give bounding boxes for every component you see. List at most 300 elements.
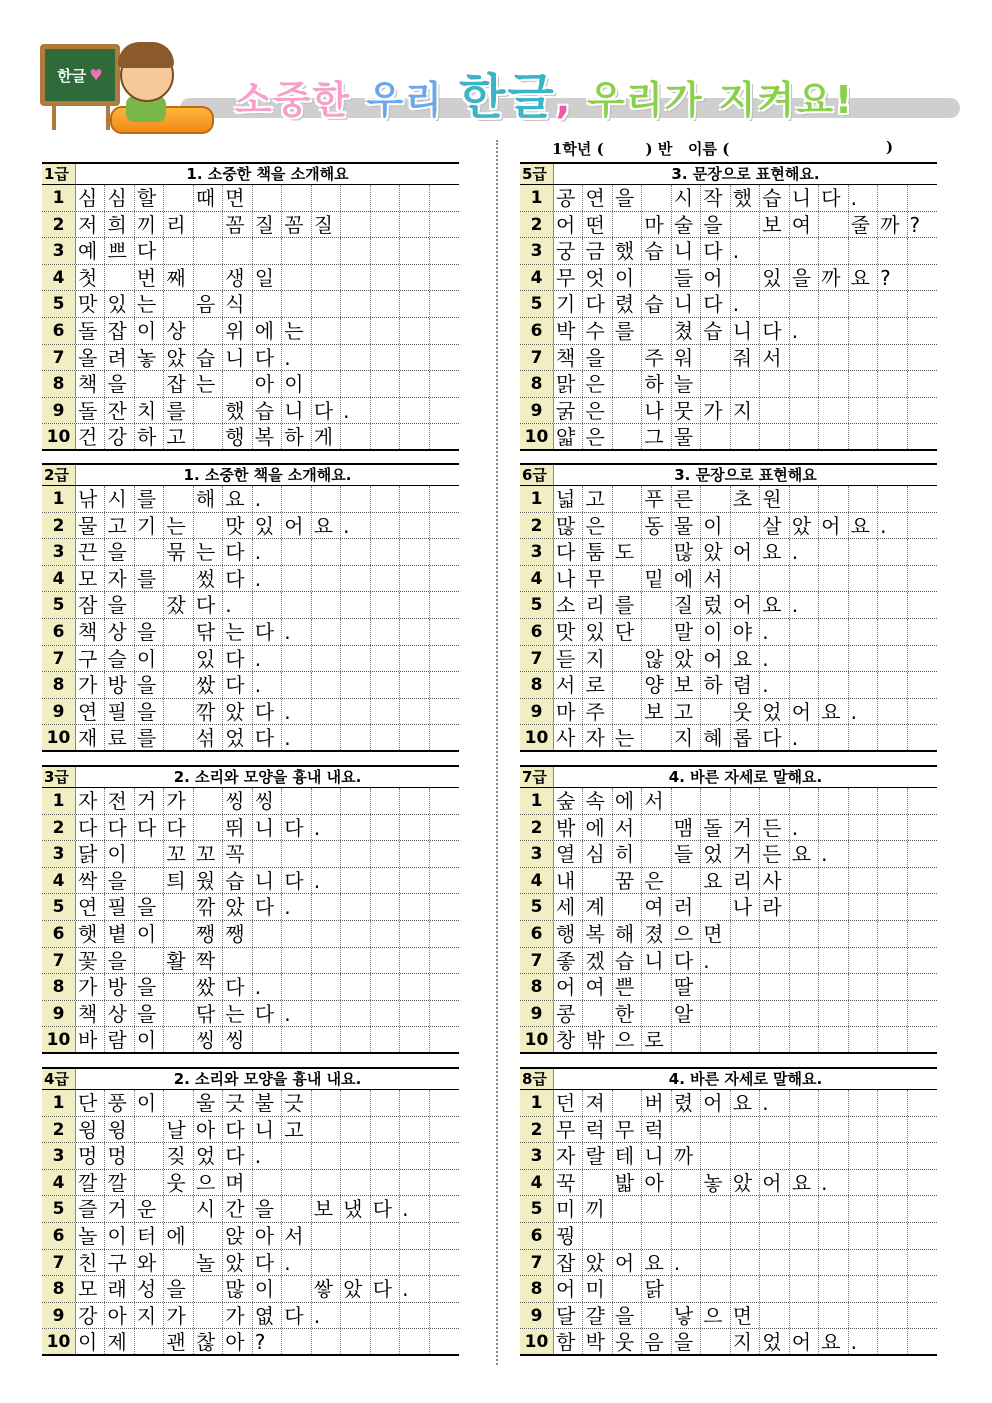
dictation-row bbox=[520, 345, 937, 372]
manuscript-cell: 래 bbox=[105, 1276, 134, 1302]
manuscript-cells bbox=[76, 1303, 459, 1329]
title-part-1: 소중한 bbox=[235, 78, 367, 122]
manuscript-cell bbox=[790, 1117, 819, 1143]
manuscript-cell bbox=[430, 424, 459, 449]
dictation-row bbox=[42, 1276, 459, 1303]
manuscript-cell: 를 bbox=[613, 592, 642, 618]
manuscript-cell bbox=[400, 841, 429, 867]
manuscript-cell: 은 bbox=[583, 371, 612, 397]
manuscript-cell: 다 bbox=[76, 815, 105, 841]
manuscript-cell bbox=[282, 948, 311, 974]
manuscript-cell: 운 bbox=[135, 1196, 164, 1222]
manuscript-cell bbox=[312, 1329, 341, 1354]
manuscript-cell: 멍 bbox=[105, 1143, 134, 1169]
manuscript-cell: 웠 bbox=[194, 868, 223, 894]
manuscript-cell bbox=[672, 1196, 701, 1222]
title-part-2: 우리 bbox=[366, 78, 460, 122]
manuscript-cells bbox=[554, 398, 937, 424]
grade-label: 1학년 ( bbox=[552, 140, 604, 158]
manuscript-cell bbox=[701, 424, 730, 449]
row-number: 2 bbox=[520, 815, 554, 841]
dictation-row bbox=[42, 1196, 459, 1223]
dictation-row bbox=[42, 1250, 459, 1277]
manuscript-cell: . bbox=[790, 725, 819, 750]
manuscript-cell: 속 bbox=[583, 788, 612, 814]
manuscript-cell bbox=[731, 513, 760, 539]
manuscript-cells bbox=[554, 1170, 937, 1196]
manuscript-cell: 연 bbox=[76, 894, 105, 920]
manuscript-cell bbox=[849, 1090, 878, 1116]
manuscript-cell bbox=[908, 291, 937, 317]
manuscript-cell: 뭇 bbox=[672, 398, 701, 424]
manuscript-cells bbox=[76, 1170, 459, 1196]
manuscript-cell: 구 bbox=[105, 1250, 134, 1276]
manuscript-cell bbox=[341, 815, 370, 841]
manuscript-cell bbox=[400, 1143, 429, 1169]
manuscript-cell: 책 bbox=[76, 1001, 105, 1027]
manuscript-cell bbox=[164, 646, 193, 672]
dictation-row bbox=[42, 513, 459, 540]
dictation-row bbox=[42, 539, 459, 566]
row-number: 8 bbox=[42, 371, 76, 397]
manuscript-cell bbox=[400, 345, 429, 371]
manuscript-cell: 책 bbox=[554, 345, 583, 371]
manuscript-cell: 하 bbox=[282, 424, 311, 449]
manuscript-cells bbox=[76, 894, 459, 920]
manuscript-cell: 무 bbox=[554, 265, 583, 291]
manuscript-cell: ? bbox=[909, 212, 921, 237]
manuscript-cell: 울 bbox=[194, 1090, 223, 1116]
manuscript-cell bbox=[849, 238, 878, 264]
manuscript-cell bbox=[371, 841, 400, 867]
manuscript-cell bbox=[790, 646, 819, 672]
page-title bbox=[235, 58, 854, 127]
dictation-row bbox=[520, 646, 937, 673]
manuscript-cell bbox=[790, 291, 819, 317]
manuscript-cell: 첫 bbox=[76, 265, 105, 291]
manuscript-cells bbox=[76, 566, 459, 592]
manuscript-cell bbox=[430, 1117, 459, 1143]
manuscript-cell: 다 bbox=[371, 1196, 400, 1222]
manuscript-cell bbox=[194, 1223, 223, 1249]
manuscript-cell: 예 bbox=[76, 238, 105, 264]
manuscript-cell: 연 bbox=[583, 185, 612, 211]
manuscript-cell bbox=[105, 265, 134, 291]
manuscript-cell bbox=[849, 1276, 878, 1302]
manuscript-cell bbox=[371, 513, 400, 539]
manuscript-cell: 을 bbox=[253, 1196, 282, 1222]
manuscript-cells bbox=[76, 398, 459, 424]
manuscript-cell: 윙 bbox=[76, 1117, 105, 1143]
manuscript-cells bbox=[554, 868, 937, 894]
manuscript-cell bbox=[790, 1090, 819, 1116]
row-number: 6 bbox=[42, 318, 76, 344]
manuscript-cell bbox=[282, 974, 311, 1000]
manuscript-cell: 가 bbox=[76, 672, 105, 698]
manuscript-cells bbox=[76, 646, 459, 672]
manuscript-cell bbox=[282, 646, 311, 672]
manuscript-cell bbox=[164, 894, 193, 920]
dictation-row bbox=[42, 212, 459, 239]
manuscript-cell bbox=[430, 699, 459, 725]
manuscript-cell bbox=[341, 1303, 370, 1329]
manuscript-cell bbox=[341, 1001, 370, 1027]
manuscript-cells bbox=[554, 1329, 937, 1354]
manuscript-cell: 습 bbox=[701, 318, 730, 344]
manuscript-cell bbox=[878, 948, 907, 974]
manuscript-cell bbox=[341, 1090, 370, 1116]
manuscript-cell bbox=[430, 185, 459, 211]
manuscript-cell: 을 bbox=[135, 699, 164, 725]
row-number: 9 bbox=[520, 1303, 554, 1329]
manuscript-cell: 다 bbox=[223, 672, 252, 698]
row-number: 4 bbox=[42, 1170, 76, 1196]
manuscript-cell bbox=[701, 371, 730, 397]
manuscript-cell bbox=[312, 371, 341, 397]
manuscript-cell: 했 bbox=[613, 238, 642, 264]
manuscript-cell bbox=[400, 974, 429, 1000]
dictation-row bbox=[42, 318, 459, 345]
title-part-3: 한글 bbox=[459, 69, 556, 125]
manuscript-cell bbox=[371, 619, 400, 645]
manuscript-cell bbox=[312, 238, 341, 264]
manuscript-cell bbox=[400, 672, 429, 698]
manuscript-cell bbox=[790, 1303, 819, 1329]
manuscript-cell bbox=[760, 424, 789, 449]
manuscript-cell bbox=[400, 238, 429, 264]
manuscript-cell: 으 bbox=[613, 1027, 642, 1052]
dictation-row bbox=[520, 291, 937, 318]
name-field[interactable]: ) bbox=[729, 138, 894, 156]
manuscript-cell bbox=[282, 1329, 311, 1354]
manuscript-cell bbox=[135, 539, 164, 565]
block-header bbox=[42, 162, 459, 185]
column-divider bbox=[496, 140, 498, 1365]
manuscript-cell: 때 bbox=[194, 185, 223, 211]
manuscript-cell bbox=[312, 539, 341, 565]
manuscript-cell: 굵 bbox=[554, 398, 583, 424]
row-number: 7 bbox=[42, 646, 76, 672]
manuscript-cells bbox=[554, 672, 937, 698]
manuscript-cell: 으 bbox=[672, 921, 701, 947]
row-number: 3 bbox=[42, 841, 76, 867]
manuscript-cell: . bbox=[760, 672, 789, 698]
manuscript-cell bbox=[400, 948, 429, 974]
manuscript-cell bbox=[819, 921, 848, 947]
manuscript-cell: 콩 bbox=[554, 1001, 583, 1027]
manuscript-cell: 렸 bbox=[672, 1090, 701, 1116]
manuscript-cell: 요 bbox=[819, 699, 848, 725]
manuscript-cells bbox=[554, 1250, 937, 1276]
manuscript-cell: 공 bbox=[554, 185, 583, 211]
manuscript-cell bbox=[371, 921, 400, 947]
manuscript-cell: 람 bbox=[105, 1027, 134, 1052]
manuscript-cells bbox=[76, 1027, 459, 1052]
manuscript-cell bbox=[819, 894, 848, 920]
manuscript-cell: 맛 bbox=[554, 619, 583, 645]
manuscript-cell: 게 bbox=[312, 424, 341, 449]
manuscript-cell bbox=[371, 948, 400, 974]
manuscript-cell bbox=[731, 1001, 760, 1027]
row-number: 4 bbox=[520, 1170, 554, 1196]
manuscript-cell: 열 bbox=[554, 841, 583, 867]
dictation-row bbox=[520, 318, 937, 345]
manuscript-cell: 다 bbox=[819, 185, 848, 211]
manuscript-cell: 든 bbox=[760, 841, 789, 867]
manuscript-cell bbox=[849, 539, 878, 565]
manuscript-cell: 세 bbox=[554, 894, 583, 920]
manuscript-cell: 져 bbox=[583, 1090, 612, 1116]
manuscript-cell bbox=[164, 1250, 193, 1276]
manuscript-cell bbox=[878, 974, 907, 1000]
manuscript-cell bbox=[760, 1276, 789, 1302]
manuscript-cell: . bbox=[282, 1250, 311, 1276]
manuscript-cell: . bbox=[282, 1001, 311, 1027]
manuscript-cell bbox=[760, 788, 789, 814]
manuscript-cell: 멍 bbox=[76, 1143, 105, 1169]
manuscript-cell bbox=[760, 398, 789, 424]
manuscript-cells bbox=[76, 948, 459, 974]
manuscript-cell: 을 bbox=[105, 539, 134, 565]
manuscript-cell bbox=[672, 1170, 701, 1196]
manuscript-cell: 을 bbox=[135, 1001, 164, 1027]
manuscript-cell bbox=[164, 921, 193, 947]
class-field[interactable]: ) 반 이름 ( bbox=[603, 140, 730, 158]
manuscript-cell bbox=[790, 238, 819, 264]
manuscript-cell: . bbox=[282, 619, 311, 645]
manuscript-cell bbox=[341, 1250, 370, 1276]
manuscript-cell: 렀 bbox=[701, 592, 730, 618]
manuscript-cells bbox=[554, 1090, 937, 1116]
manuscript-cell bbox=[341, 619, 370, 645]
manuscript-cell bbox=[908, 1027, 937, 1052]
dictation-row bbox=[520, 1001, 937, 1028]
manuscript-cell: 있 bbox=[105, 291, 134, 317]
manuscript-cell: 질 bbox=[253, 212, 282, 238]
manuscript-cell: 자 bbox=[76, 788, 105, 814]
manuscript-cell bbox=[164, 1001, 193, 1027]
manuscript-cell: 나 bbox=[731, 894, 760, 920]
manuscript-cell: 씽 bbox=[223, 1027, 252, 1052]
manuscript-cell: 를 bbox=[135, 486, 164, 512]
manuscript-cell: 어 bbox=[701, 1090, 730, 1116]
manuscript-cell bbox=[430, 1223, 459, 1249]
manuscript-cell: 어 bbox=[701, 265, 730, 291]
manuscript-cell: 를 bbox=[164, 398, 193, 424]
dictation-row bbox=[520, 619, 937, 646]
manuscript-cell bbox=[878, 815, 907, 841]
manuscript-cell bbox=[430, 894, 459, 920]
manuscript-cell: 을 bbox=[613, 185, 642, 211]
manuscript-cell bbox=[819, 1250, 848, 1276]
manuscript-cell bbox=[312, 921, 341, 947]
manuscript-cell bbox=[790, 1143, 819, 1169]
manuscript-cell: 맛 bbox=[76, 291, 105, 317]
manuscript-cell bbox=[312, 699, 341, 725]
manuscript-cell bbox=[253, 1170, 282, 1196]
manuscript-cell: 아 bbox=[194, 1117, 223, 1143]
manuscript-cell bbox=[430, 1027, 459, 1052]
manuscript-cells bbox=[554, 619, 937, 645]
manuscript-cell: 다 bbox=[253, 1001, 282, 1027]
manuscript-cell: 으 bbox=[701, 1303, 730, 1329]
dictation-row bbox=[520, 424, 937, 451]
manuscript-cell bbox=[341, 1027, 370, 1052]
manuscript-cell bbox=[878, 619, 907, 645]
manuscript-cell bbox=[819, 646, 848, 672]
manuscript-cell bbox=[430, 291, 459, 317]
manuscript-cell: 다 bbox=[135, 815, 164, 841]
manuscript-cell: . bbox=[400, 1196, 429, 1222]
manuscript-cell bbox=[341, 1223, 370, 1249]
block-title: 4. 바른 자세로 말해요. bbox=[668, 1070, 823, 1088]
manuscript-cell bbox=[371, 1027, 400, 1052]
manuscript-cell: . bbox=[731, 238, 760, 264]
manuscript-cell: 꼭 bbox=[223, 841, 252, 867]
manuscript-cells bbox=[554, 1143, 937, 1169]
manuscript-cell: 말 bbox=[672, 619, 701, 645]
manuscript-cell bbox=[613, 699, 642, 725]
manuscript-cell bbox=[400, 1223, 429, 1249]
manuscript-cell bbox=[430, 345, 459, 371]
dictation-row bbox=[520, 725, 937, 752]
manuscript-cell: 깎 bbox=[194, 894, 223, 920]
manuscript-cell: 니 bbox=[253, 868, 282, 894]
manuscript-cell bbox=[341, 539, 370, 565]
manuscript-cell: 했 bbox=[731, 185, 760, 211]
manuscript-cell: 요 bbox=[849, 265, 878, 291]
manuscript-cell bbox=[701, 1143, 730, 1169]
manuscript-cell bbox=[430, 371, 459, 397]
manuscript-cell bbox=[430, 592, 459, 618]
manuscript-cell: 다 bbox=[554, 539, 583, 565]
manuscript-cell: 했 bbox=[223, 398, 252, 424]
manuscript-cell: 이 bbox=[76, 1329, 105, 1354]
manuscript-cell: 다 bbox=[701, 291, 730, 317]
manuscript-cell: 궁 bbox=[554, 238, 583, 264]
manuscript-cell: 았 bbox=[223, 1250, 252, 1276]
manuscript-cell bbox=[878, 672, 907, 698]
manuscript-cell bbox=[135, 1329, 164, 1354]
manuscript-cell bbox=[819, 788, 848, 814]
manuscript-cell bbox=[878, 725, 907, 750]
manuscript-cell bbox=[312, 646, 341, 672]
manuscript-cell: 꿈 bbox=[613, 868, 642, 894]
manuscript-cell: 알 bbox=[672, 1001, 701, 1027]
manuscript-cell: 이 bbox=[701, 619, 730, 645]
manuscript-cell bbox=[908, 185, 937, 211]
manuscript-cell: 아 bbox=[105, 1303, 134, 1329]
manuscript-cell: 이 bbox=[253, 1276, 282, 1302]
manuscript-cell: 물 bbox=[672, 513, 701, 539]
row-number: 8 bbox=[520, 371, 554, 397]
manuscript-cell: 는 bbox=[223, 619, 252, 645]
name-line[interactable] bbox=[552, 138, 962, 159]
manuscript-cell bbox=[282, 672, 311, 698]
dictation-row bbox=[520, 1329, 937, 1356]
manuscript-cell bbox=[164, 185, 193, 211]
manuscript-cell bbox=[341, 672, 370, 698]
manuscript-cell: 주 bbox=[642, 345, 671, 371]
manuscript-cell bbox=[613, 345, 642, 371]
manuscript-cell: 놀 bbox=[194, 1250, 223, 1276]
manuscript-cell bbox=[642, 841, 671, 867]
manuscript-cell bbox=[135, 592, 164, 618]
manuscript-cell: 툼 bbox=[583, 539, 612, 565]
manuscript-cell bbox=[878, 486, 907, 512]
manuscript-cell bbox=[341, 486, 370, 512]
manuscript-cell: 서 bbox=[554, 672, 583, 698]
manuscript-cell bbox=[341, 265, 370, 291]
manuscript-cell: 재 bbox=[76, 725, 105, 750]
manuscript-cell: . bbox=[253, 486, 282, 512]
manuscript-cell: 괜 bbox=[164, 1329, 193, 1354]
manuscript-cell bbox=[400, 513, 429, 539]
manuscript-cell: 행 bbox=[554, 921, 583, 947]
manuscript-cell bbox=[194, 1303, 223, 1329]
dictation-row bbox=[42, 841, 459, 868]
manuscript-cell: 생 bbox=[223, 265, 252, 291]
manuscript-cells bbox=[554, 1117, 937, 1143]
manuscript-cell: 돌 bbox=[76, 398, 105, 424]
manuscript-cell bbox=[908, 238, 937, 264]
manuscript-cell: 줄 bbox=[849, 212, 878, 238]
manuscript-cell bbox=[371, 1250, 400, 1276]
manuscript-cell bbox=[642, 1223, 671, 1249]
manuscript-cell: 어 bbox=[701, 646, 730, 672]
manuscript-cell bbox=[790, 1027, 819, 1052]
manuscript-cell bbox=[135, 1117, 164, 1143]
manuscript-cells bbox=[76, 725, 459, 750]
dictation-row bbox=[520, 868, 937, 895]
manuscript-cell: 밑 bbox=[642, 566, 671, 592]
manuscript-cell bbox=[282, 291, 311, 317]
manuscript-cell bbox=[371, 815, 400, 841]
manuscript-cell: 쁜 bbox=[613, 974, 642, 1000]
manuscript-cell: 아 bbox=[253, 371, 282, 397]
manuscript-cell bbox=[341, 974, 370, 1000]
manuscript-cell: 저 bbox=[76, 212, 105, 238]
manuscript-cell bbox=[731, 1250, 760, 1276]
manuscript-cell bbox=[400, 1303, 429, 1329]
dictation-row bbox=[42, 948, 459, 975]
row-number: 1 bbox=[520, 788, 554, 814]
manuscript-cell: 고 bbox=[164, 424, 193, 449]
manuscript-cell bbox=[312, 345, 341, 371]
manuscript-cell: 필 bbox=[105, 699, 134, 725]
manuscript-cell: 짖 bbox=[164, 1143, 193, 1169]
manuscript-cell: 습 bbox=[253, 398, 282, 424]
manuscript-cell bbox=[819, 974, 848, 1000]
dictation-row bbox=[42, 699, 459, 726]
manuscript-cell: . bbox=[282, 725, 311, 750]
manuscript-cell bbox=[430, 948, 459, 974]
manuscript-cell: 다 bbox=[223, 1117, 252, 1143]
manuscript-cell bbox=[760, 371, 789, 397]
manuscript-cell bbox=[908, 371, 937, 397]
row-number: 10 bbox=[520, 424, 554, 449]
manuscript-cell: 이 bbox=[135, 318, 164, 344]
manuscript-cell: 쌓 bbox=[312, 1276, 341, 1302]
manuscript-cell bbox=[701, 1223, 730, 1249]
manuscript-cell bbox=[253, 948, 282, 974]
manuscript-cell bbox=[282, 265, 311, 291]
manuscript-cell: . bbox=[701, 948, 730, 974]
manuscript-cell bbox=[731, 1196, 760, 1222]
manuscript-cell: 구 bbox=[76, 646, 105, 672]
manuscript-cell: 니 bbox=[253, 815, 282, 841]
manuscript-cell: 밖 bbox=[554, 815, 583, 841]
